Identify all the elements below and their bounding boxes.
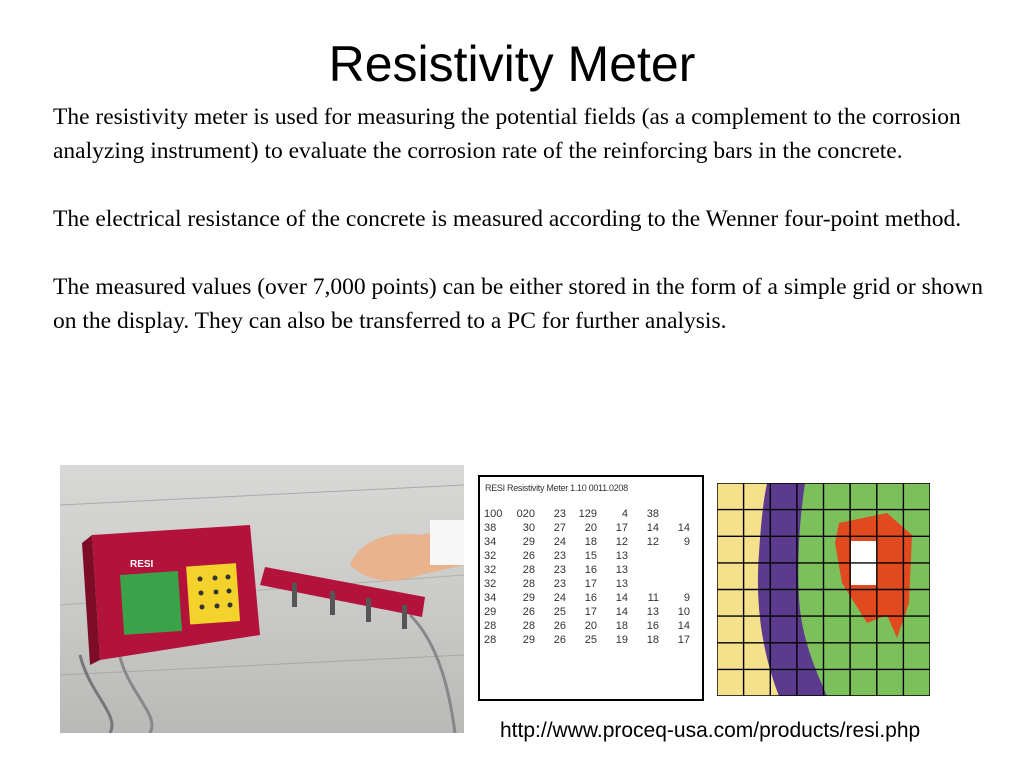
- source-link[interactable]: http://www.proceq-usa.com/products/resi.php: [500, 719, 921, 742]
- grid-cell: 29: [522, 536, 535, 548]
- device-label: RESI: [130, 559, 154, 570]
- grid-cell: 24: [553, 536, 566, 548]
- grid-row: [484, 633, 690, 647]
- grid-cell: 13: [615, 564, 628, 576]
- grid-cell: 11: [647, 592, 659, 604]
- resistivity-meter-photo: [60, 465, 464, 733]
- grid-cell: 23: [553, 578, 566, 590]
- grid-cell: 26: [553, 620, 566, 632]
- grid-row: [484, 605, 690, 619]
- grid-cell: 14: [615, 592, 628, 604]
- grid-cell: 23: [553, 508, 566, 520]
- grid-table: [484, 507, 690, 647]
- grid-cell: 12: [615, 536, 628, 548]
- grid-cell: 14: [646, 522, 659, 534]
- grid-row: [484, 619, 690, 633]
- grid-cell: 34: [484, 592, 497, 604]
- grid-cell: 32: [484, 578, 497, 590]
- grid-row: [484, 507, 690, 521]
- grid-cell: 23: [553, 564, 566, 576]
- grid-cell: [659, 563, 690, 577]
- grid-row: [484, 535, 690, 549]
- grid-cell: 17: [615, 522, 628, 534]
- grid-cell: 13: [646, 606, 659, 618]
- grid-cell: 129: [578, 508, 597, 520]
- grid-cell: 27: [553, 522, 566, 534]
- grid-cell: 20: [584, 620, 597, 632]
- grid-cell: 29: [484, 606, 497, 618]
- grid-cell: 38: [646, 508, 659, 520]
- grid-cell: 17: [584, 606, 597, 618]
- grid-cell: 14: [677, 620, 690, 632]
- grid-cell: 28: [522, 564, 535, 576]
- resistivity-contour-map: [717, 483, 930, 696]
- grid-row: [484, 563, 690, 577]
- hand: [350, 520, 464, 581]
- grid-cell: 23: [553, 550, 566, 562]
- grid-cell: 14: [615, 606, 628, 618]
- grid-cell: 28: [484, 634, 497, 646]
- map-zone-max: [851, 563, 877, 585]
- grid-cell: 13: [615, 550, 628, 562]
- slide-body: [53, 100, 993, 372]
- paragraph-purpose: The resistivity meter is used for measuring the potential fields (as a complement to the corrosion analyzing instrument) to evaluate the corrosion rate of the reinforcing bars in the concrete.: [53, 104, 961, 164]
- grid-header: RESI Resistivity Meter 1.10 0011.0208: [485, 483, 628, 493]
- map-zone-max: [851, 541, 877, 563]
- grid-cell: 26: [553, 634, 566, 646]
- grid-cell: 26: [522, 550, 535, 562]
- grid-cell: [659, 577, 690, 591]
- grid-cell: 020: [516, 508, 535, 520]
- grid-cell: 28: [522, 620, 535, 632]
- grid-cell: 29: [522, 634, 535, 646]
- grid-cell: 12: [646, 536, 659, 548]
- grid-cell: 24: [553, 592, 566, 604]
- grid-cell: 25: [584, 634, 597, 646]
- resistivity-meter-illustration: [60, 465, 464, 733]
- paragraph-method: The electrical resistance of the concrete is measured according to the Wenner four-point method.: [53, 206, 962, 232]
- slide-title: Resistivity Meter: [328, 36, 696, 92]
- grid-cell: [628, 577, 659, 591]
- grid-row: [484, 549, 690, 563]
- grid-cell: 13: [615, 578, 628, 590]
- grid-row: [484, 521, 690, 535]
- grid-cell: 20: [584, 522, 597, 534]
- grid-cell: 30: [522, 522, 535, 534]
- grid-cell: 17: [584, 578, 597, 590]
- grid-cell: 18: [646, 634, 659, 646]
- grid-cell: 32: [484, 564, 497, 576]
- grid-cell: 17: [677, 634, 690, 646]
- grid-cell: 16: [646, 620, 659, 632]
- contour-map-svg: [717, 483, 930, 696]
- grid-cell: 10: [677, 606, 690, 618]
- meter-device: [82, 525, 260, 665]
- grid-cell: 4: [621, 508, 628, 520]
- grid-row: [484, 591, 690, 605]
- grid-cell: [628, 549, 659, 563]
- grid-cell: 16: [584, 592, 597, 604]
- grid-cell: 9: [683, 536, 690, 548]
- grid-cell: 25: [553, 606, 566, 618]
- grid-cell: [659, 549, 690, 563]
- grid-cell: 19: [615, 634, 628, 646]
- paragraph-storage: The measured values (over 7,000 points) can be either stored in the form of a simple grid or shown on the display. They can also be transferred to a PC for further analysis.: [53, 274, 983, 334]
- grid-cell: 100: [484, 508, 503, 520]
- grid-cell: 34: [484, 536, 497, 548]
- grid-cell: 18: [584, 536, 597, 548]
- grid-cell: [628, 563, 659, 577]
- grid-cell: [659, 507, 690, 521]
- grid-cell: 16: [584, 564, 597, 576]
- grid-cell: 15: [584, 550, 597, 562]
- grid-cell: 29: [522, 592, 535, 604]
- grid-cell: 32: [484, 550, 497, 562]
- grid-cell: 18: [615, 620, 628, 632]
- resistivity-grid-printout: [478, 475, 704, 701]
- grid-cell: 38: [484, 522, 497, 534]
- grid-row: [484, 577, 690, 591]
- grid-cell: 9: [683, 592, 690, 604]
- grid-cell: 26: [522, 606, 535, 618]
- grid-cell: 28: [484, 620, 497, 632]
- grid-cell: 28: [522, 578, 535, 590]
- grid-cell: 14: [677, 522, 690, 534]
